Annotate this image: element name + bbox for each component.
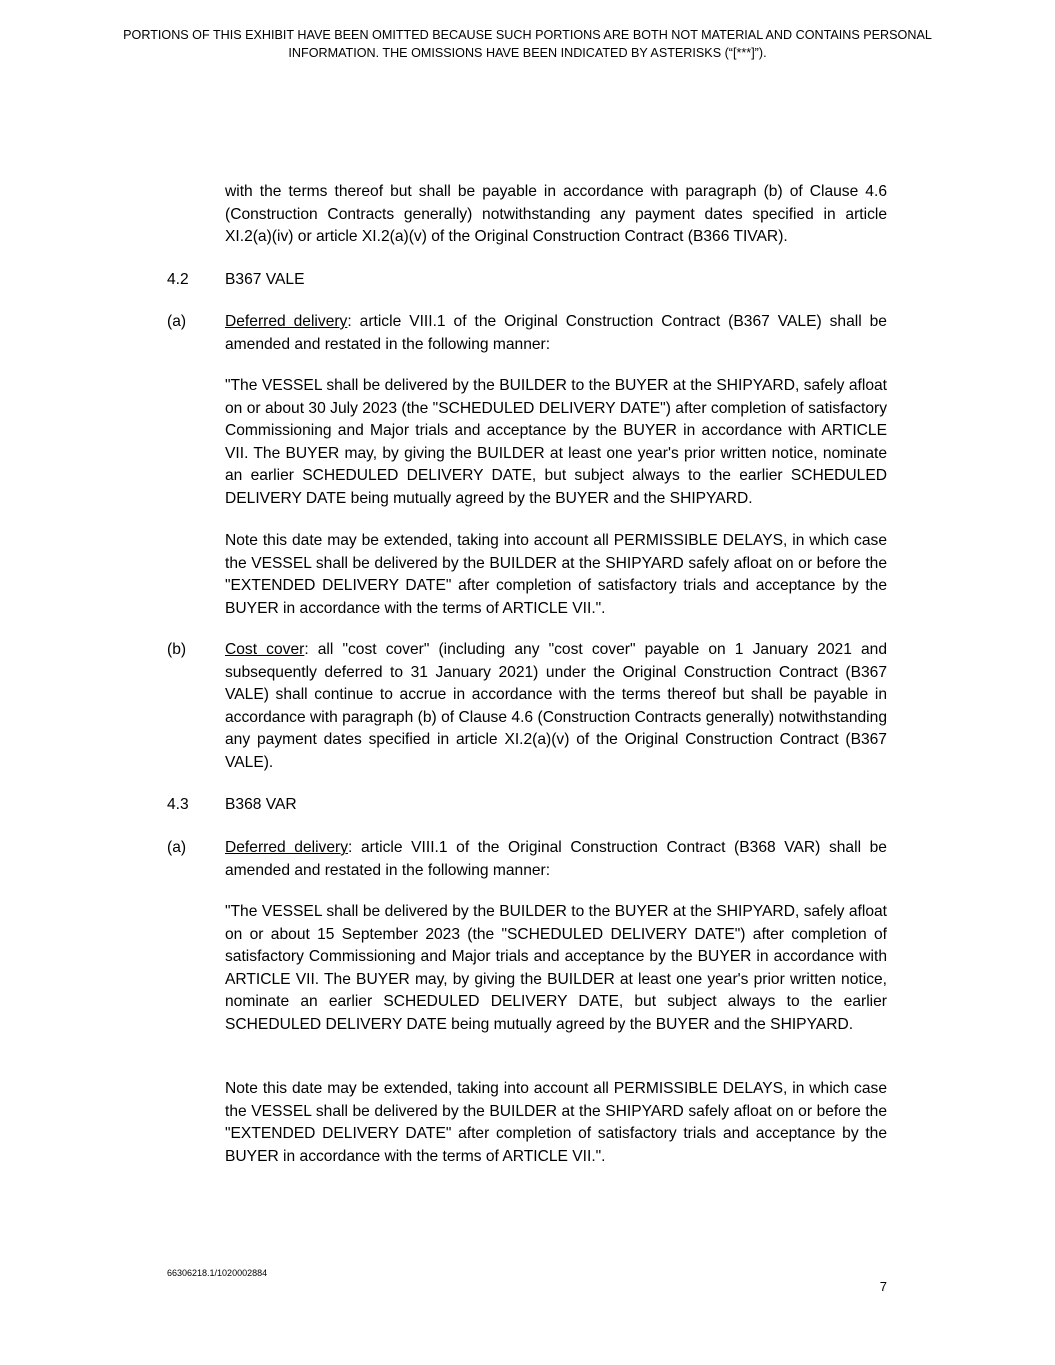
section-4-2-a-term: Deferred delivery: [225, 313, 348, 330]
section-4-2-a-paragraph: [225, 311, 887, 356]
section-4-3-a-quote-1: "The VESSEL shall be delivered by the BUILDER to the BUYER at the SHIPYARD, safely afloat on or about 15 September 2023 (the "SCHEDULED DELIVERY DATE") after completion of satisfactory Commissioning and Major trials and acceptance by the BUYER in accordance with ARTICLE VII. The BUYER may, by giving the BUILDER at least one year's prior written notice, nominate an earlier SCHEDULED DELIVERY DATE, but subject always to the earlier SCHEDULED DELIVERY DATE being mutually agreed by the BUYER and the SHIPYARD.: [225, 903, 887, 1033]
section-4-2-b-text: : all "cost cover" (including any "cost cover" payable on 1 January 2021 and subsequently deferred to 31 January 2021) under the Original Construction Contract (B367 VALE) shall continue to accrue in accordance with the terms thereof but shall be payable in accordance with paragraph (b) of Clause 4.6 (Construction Contracts generally) notwithstanding any payment dates specified in article XI.2(a)(v) of the Original Construction Contract (B367 VALE).: [225, 641, 887, 771]
section-4-2-a-label: (a): [167, 313, 187, 330]
section-4-3-a-quote-2: Note this date may be extended, taking into account all PERMISSIBLE DELAYS, in which case the VESSEL shall be delivered by the BUILDER at the SHIPYARD safely afloat on or before the "EXTENDED DELIVERY DATE" after completion of satisfactory trials and acceptance by the BUYER in accordance with the terms of ARTICLE VII.".: [225, 1080, 887, 1165]
section-4-2-a-quote-2: Note this date may be extended, taking into account all PERMISSIBLE DELAYS, in which case the VESSEL shall be delivered by the BUILDER at the SHIPYARD safely afloat on or before the "EXTENDED DELIVERY DATE" after completion of satisfactory trials and acceptance by the BUYER in accordance with the terms of ARTICLE VII.".: [225, 532, 887, 617]
section-4-2-b-paragraph: [225, 639, 887, 774]
section-4-2-b-term: Cost cover: [225, 641, 305, 658]
page-number: 7: [879, 1279, 887, 1294]
section-4-3-a-text: : article VIII.1 of the Original Construction Contract (B368 VAR) shall be amended and restated in the following manner:: [225, 839, 887, 879]
omission-notice: PORTIONS OF THIS EXHIBIT HAVE BEEN OMITTED BECAUSE SUCH PORTIONS ARE BOTH NOT MATERIAL AND CONTAINS PERSONAL INFORMATION. THE OMISSIONS HAVE BEEN INDICATED BY ASTERISKS (“[***]”).: [123, 28, 932, 60]
continuation-paragraph: with the terms thereof but shall be payable in accordance with paragraph (b) of Clause 4.6 (Construction Contracts generally) notwithstanding any payment dates specified in article XI.2(a)(iv) or article XI.2(a)(v) of the Original Construction Contract (B366 TIVAR).: [225, 183, 887, 245]
section-4-2-b-label: (b): [167, 641, 187, 658]
section-4-3-a-paragraph: [225, 837, 887, 882]
section-4-3-title: B368 VAR: [225, 796, 297, 813]
section-4-3-a-label: (a): [167, 839, 187, 856]
section-4-3-number: 4.3: [167, 796, 189, 813]
section-4-3-a-term: Deferred delivery: [225, 839, 349, 856]
section-4-2-number: 4.2: [167, 271, 189, 288]
section-4-2-title: B367 VALE: [225, 271, 305, 288]
section-4-2-a-quote-1: "The VESSEL shall be delivered by the BUILDER to the BUYER at the SHIPYARD, safely afloat on or about 30 July 2023 (the "SCHEDULED DELIVERY DATE") after completion of satisfactory Commissioning and Major trials and acceptance by the BUYER in accordance with ARTICLE VII. The BUYER may, by giving the BUILDER at least one year's prior written notice, nominate an earlier SCHEDULED DELIVERY DATE, but subject always to the earlier SCHEDULED DELIVERY DATE being mutually agreed by the BUYER and the SHIPYARD.: [225, 377, 887, 507]
section-4-2-a-text: : article VIII.1 of the Original Construction Contract (B367 VALE) shall be amended and restated in the following manner:: [225, 313, 887, 353]
document-reference: 66306218.1/1020002884: [167, 1268, 268, 1278]
